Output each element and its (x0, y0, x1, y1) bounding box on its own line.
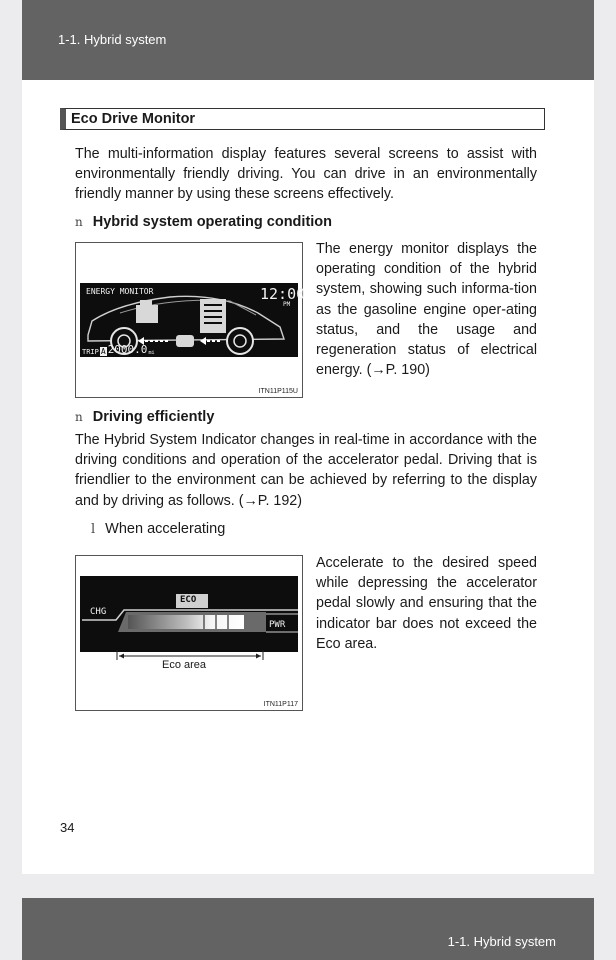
operating-heading-text: Hybrid system operating condition (92, 214, 333, 230)
section-title-box (60, 108, 545, 130)
indicator-bar-graphic (80, 576, 298, 652)
hybrid-indicator-figure (75, 555, 303, 711)
pwr-label: PWR (269, 620, 286, 630)
accelerating-paragraph: Accelerate to the desired speed while depressing the accelerator pedal slowly and ensuring that the indicator bar does not exceed the Eco area. (316, 555, 537, 652)
energy-monitor-label: ENERGY MONITOR (86, 287, 154, 296)
trip-readout (82, 344, 154, 356)
hybrid-indicator-display (80, 576, 298, 652)
section-title: Eco Drive Monitor (71, 111, 196, 127)
bullet-mark: n (75, 410, 83, 424)
trip-label: TRIP (82, 348, 99, 356)
chapter-title: 1-1. Hybrid system (58, 32, 167, 47)
eco-label: ECO (180, 595, 197, 605)
trip-value: 2000.0 (107, 343, 148, 356)
energy-monitor-display (80, 283, 306, 357)
next-chapter-title: 1-1. Hybrid system (447, 934, 556, 949)
efficient-heading-text: Driving efficiently (92, 409, 215, 425)
bullet-mark: l (91, 522, 96, 537)
figure-code: ITN11P115U (258, 388, 298, 395)
intro-paragraph: The multi-information display features several screens to assist with environmentally friendly driving. You can drive in an environmentally friendly manner by using these screens effectively. (75, 146, 537, 203)
manual-page (22, 0, 594, 874)
next-page-header (22, 898, 594, 960)
clock-time: 12:00 (260, 285, 306, 303)
accelerating-heading-text: When accelerating (105, 521, 226, 537)
operating-heading (75, 214, 332, 230)
clock-ampm: PM (283, 301, 291, 308)
eco-area-label: Eco area (162, 659, 207, 671)
figure-code: ITN11P117 (263, 701, 298, 708)
page-header (22, 0, 594, 80)
efficient-paragraph: The Hybrid System Indicator changes in real-time in accordance with the driving conditions and operation of the accelerator pedal. Driving that is friendlier to the environment can be achieved by referring to the display and by driving as follows. (→P. 192) (75, 432, 537, 509)
page-number: 34 (60, 820, 75, 835)
chg-label: CHG (90, 607, 107, 617)
bullet-mark: n (75, 215, 83, 229)
energy-monitor-figure (75, 242, 306, 398)
trip-unit: mi (148, 350, 155, 356)
accelerating-heading (91, 521, 225, 537)
trip-letter: A (100, 347, 106, 356)
operating-paragraph: The energy monitor displays the operating condition of the hybrid system, showing such informa-tion as the gasoline engine oper-ating status, and the usage and regeneration status of electrical energy. (→P. 190) (316, 241, 537, 379)
efficient-heading (75, 409, 214, 425)
